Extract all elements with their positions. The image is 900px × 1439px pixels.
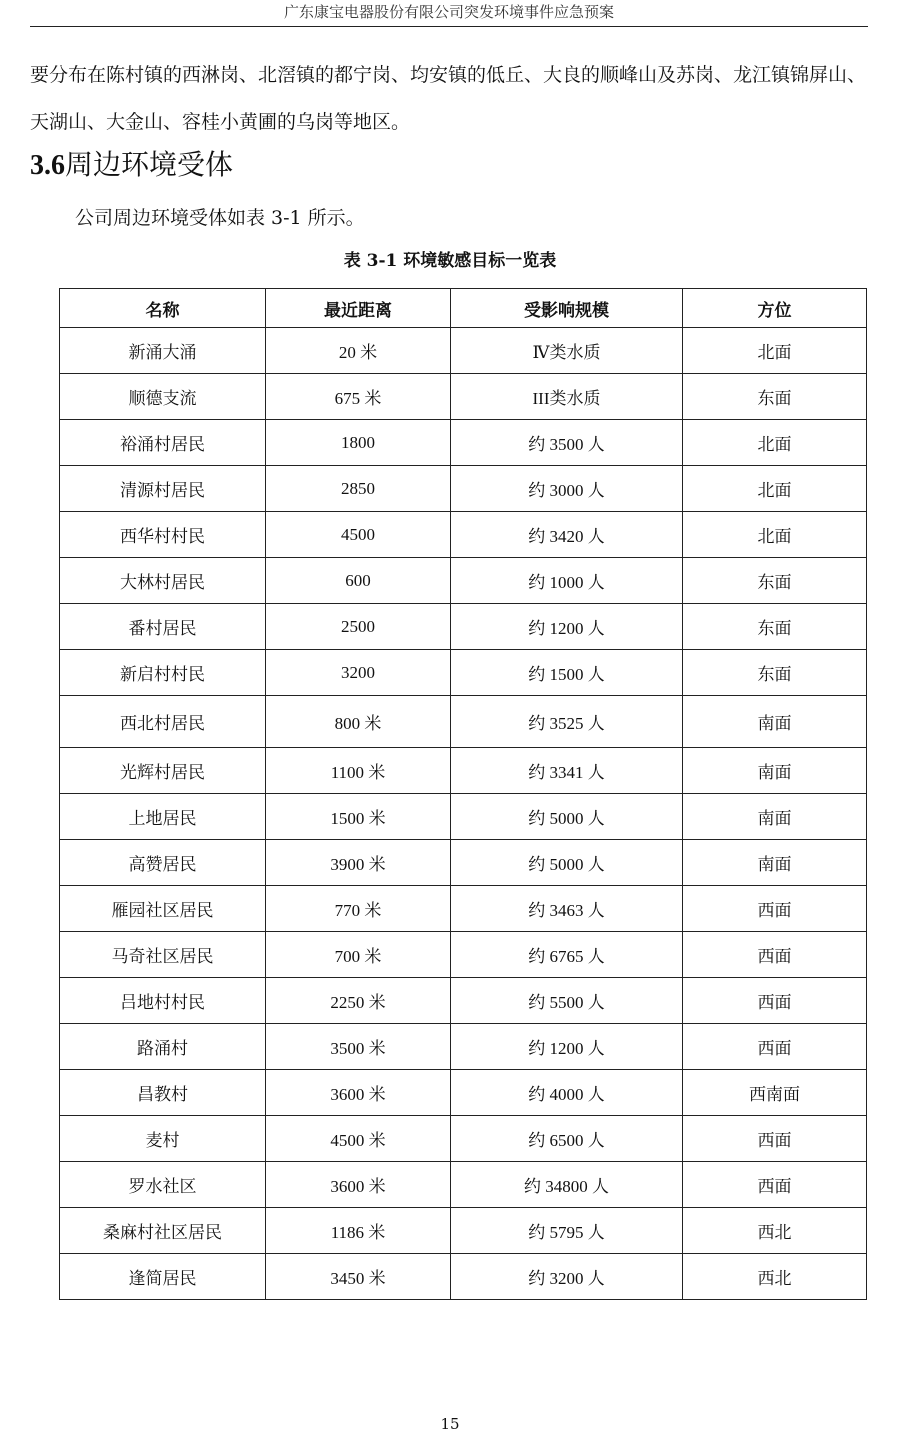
table-row — [60, 466, 867, 512]
cell-distance: 1186 米 — [266, 1208, 451, 1254]
cell-scale: 约 3525 人 — [451, 696, 683, 748]
cell-scale: 约 4000 人 — [451, 1070, 683, 1116]
cell-distance: 700 米 — [266, 932, 451, 978]
table-row — [60, 650, 867, 696]
header-name: 名称 — [60, 289, 266, 328]
cell-scale: 约 5000 人 — [451, 794, 683, 840]
table-row — [60, 794, 867, 840]
table-row — [60, 1208, 867, 1254]
cell-direction: 西面 — [683, 932, 867, 978]
cell-distance: 770 米 — [266, 886, 451, 932]
cell-distance: 1800 — [266, 420, 451, 466]
cell-name: 马奇社区居民 — [60, 932, 266, 978]
table-row — [60, 374, 867, 420]
cell-direction: 西北 — [683, 1208, 867, 1254]
section-title: 周边环境受体 — [65, 148, 234, 181]
table-row — [60, 840, 867, 886]
section-heading — [30, 140, 233, 191]
cell-direction: 北面 — [683, 328, 867, 374]
cell-name: 逢简居民 — [60, 1254, 266, 1300]
cell-direction: 南面 — [683, 696, 867, 748]
cell-scale: 约 34800 人 — [451, 1162, 683, 1208]
table-row — [60, 558, 867, 604]
cell-direction: 东面 — [683, 558, 867, 604]
cell-name: 罗水社区 — [60, 1162, 266, 1208]
header-scale: 受影响规模 — [451, 289, 683, 328]
cell-distance: 2500 — [266, 604, 451, 650]
cell-name: 清源村居民 — [60, 466, 266, 512]
header-distance: 最近距离 — [266, 289, 451, 328]
cell-direction: 东面 — [683, 374, 867, 420]
cell-scale: 约 6765 人 — [451, 932, 683, 978]
cell-direction: 北面 — [683, 420, 867, 466]
cell-distance: 3900 米 — [266, 840, 451, 886]
cell-scale: 约 6500 人 — [451, 1116, 683, 1162]
cell-name: 新启村村民 — [60, 650, 266, 696]
cell-direction: 南面 — [683, 748, 867, 794]
cell-name: 上地居民 — [60, 794, 266, 840]
cell-direction: 西南面 — [683, 1070, 867, 1116]
cell-scale: 约 1200 人 — [451, 1024, 683, 1070]
cell-scale: 约 1200 人 — [451, 604, 683, 650]
cell-distance: 800 米 — [266, 696, 451, 748]
cell-name: 西北村居民 — [60, 696, 266, 748]
cell-distance: 2850 — [266, 466, 451, 512]
cell-name: 麦村 — [60, 1116, 266, 1162]
cell-name: 番村居民 — [60, 604, 266, 650]
intro-paragraph: 公司周边环境受体如表 3-1 所示。 — [75, 207, 365, 229]
header-direction: 方位 — [683, 289, 867, 328]
table-row — [60, 978, 867, 1024]
cell-scale: 约 3200 人 — [451, 1254, 683, 1300]
cell-direction: 西面 — [683, 1116, 867, 1162]
cell-distance: 3600 米 — [266, 1070, 451, 1116]
sensitive-targets-table — [59, 288, 867, 1300]
cell-name: 路涌村 — [60, 1024, 266, 1070]
table-row — [60, 1116, 867, 1162]
cell-direction: 南面 — [683, 794, 867, 840]
cell-direction: 东面 — [683, 604, 867, 650]
cell-scale: 约 1500 人 — [451, 650, 683, 696]
cell-name: 雁园社区居民 — [60, 886, 266, 932]
cell-direction: 北面 — [683, 512, 867, 558]
cell-scale: 约 5500 人 — [451, 978, 683, 1024]
cell-distance: 1100 米 — [266, 748, 451, 794]
table-header-row — [60, 289, 867, 328]
cell-scale: III类水质 — [451, 374, 683, 420]
cell-distance: 2250 米 — [266, 978, 451, 1024]
cell-direction: 东面 — [683, 650, 867, 696]
cell-distance: 1500 米 — [266, 794, 451, 840]
cell-distance: 20 米 — [266, 328, 451, 374]
table-row — [60, 1162, 867, 1208]
cell-distance: 4500 — [266, 512, 451, 558]
cell-distance: 600 — [266, 558, 451, 604]
cell-distance: 675 米 — [266, 374, 451, 420]
paragraph-continuation: 要分布在陈村镇的西淋岗、北滘镇的都宁岗、均安镇的低丘、大良的顺峰山及苏岗、龙江镇锦屏山、天湖山、大金山、容桂小黄圃的乌岗等地区。 — [30, 64, 867, 133]
cell-distance: 4500 米 — [266, 1116, 451, 1162]
cell-direction: 西面 — [683, 978, 867, 1024]
cell-name: 大林村居民 — [60, 558, 266, 604]
cell-distance: 3500 米 — [266, 1024, 451, 1070]
cell-scale: 约 3000 人 — [451, 466, 683, 512]
cell-name: 光辉村居民 — [60, 748, 266, 794]
cell-scale: 约 3463 人 — [451, 886, 683, 932]
cell-distance: 3600 米 — [266, 1162, 451, 1208]
cell-direction: 西面 — [683, 1024, 867, 1070]
cell-name: 裕涌村居民 — [60, 420, 266, 466]
table-row — [60, 512, 867, 558]
cell-direction: 南面 — [683, 840, 867, 886]
table-row — [60, 604, 867, 650]
table-row — [60, 328, 867, 374]
cell-distance: 3200 — [266, 650, 451, 696]
cell-name: 昌教村 — [60, 1070, 266, 1116]
cell-direction: 西面 — [683, 886, 867, 932]
cell-scale: 约 3500 人 — [451, 420, 683, 466]
table-caption: 表 3-1 环境敏感目标一览表 — [343, 251, 557, 271]
table-row — [60, 1254, 867, 1300]
cell-scale: 约 3420 人 — [451, 512, 683, 558]
cell-name: 西华村村民 — [60, 512, 266, 558]
cell-scale: 约 5795 人 — [451, 1208, 683, 1254]
cell-scale: Ⅳ类水质 — [451, 328, 683, 374]
cell-distance: 3450 米 — [266, 1254, 451, 1300]
table-row — [60, 932, 867, 978]
table-row — [60, 886, 867, 932]
cell-scale: 约 3341 人 — [451, 748, 683, 794]
cell-name: 桑麻村社区居民 — [60, 1208, 266, 1254]
table-row — [60, 420, 867, 466]
table-row — [60, 748, 867, 794]
cell-scale: 约 1000 人 — [451, 558, 683, 604]
table-row — [60, 1070, 867, 1116]
cell-name: 高赞居民 — [60, 840, 266, 886]
table-row — [60, 696, 867, 748]
page-header: 广东康宝电器股份有限公司突发环境事件应急预案 — [30, 0, 868, 27]
page-number: 15 — [440, 1415, 460, 1433]
cell-name: 顺德支流 — [60, 374, 266, 420]
cell-name: 新涌大涌 — [60, 328, 266, 374]
cell-name: 吕地村村民 — [60, 978, 266, 1024]
cell-direction: 西面 — [683, 1162, 867, 1208]
cell-direction: 北面 — [683, 466, 867, 512]
section-number: 3.6 — [30, 150, 65, 181]
cell-direction: 西北 — [683, 1254, 867, 1300]
table-row — [60, 1024, 867, 1070]
cell-scale: 约 5000 人 — [451, 840, 683, 886]
